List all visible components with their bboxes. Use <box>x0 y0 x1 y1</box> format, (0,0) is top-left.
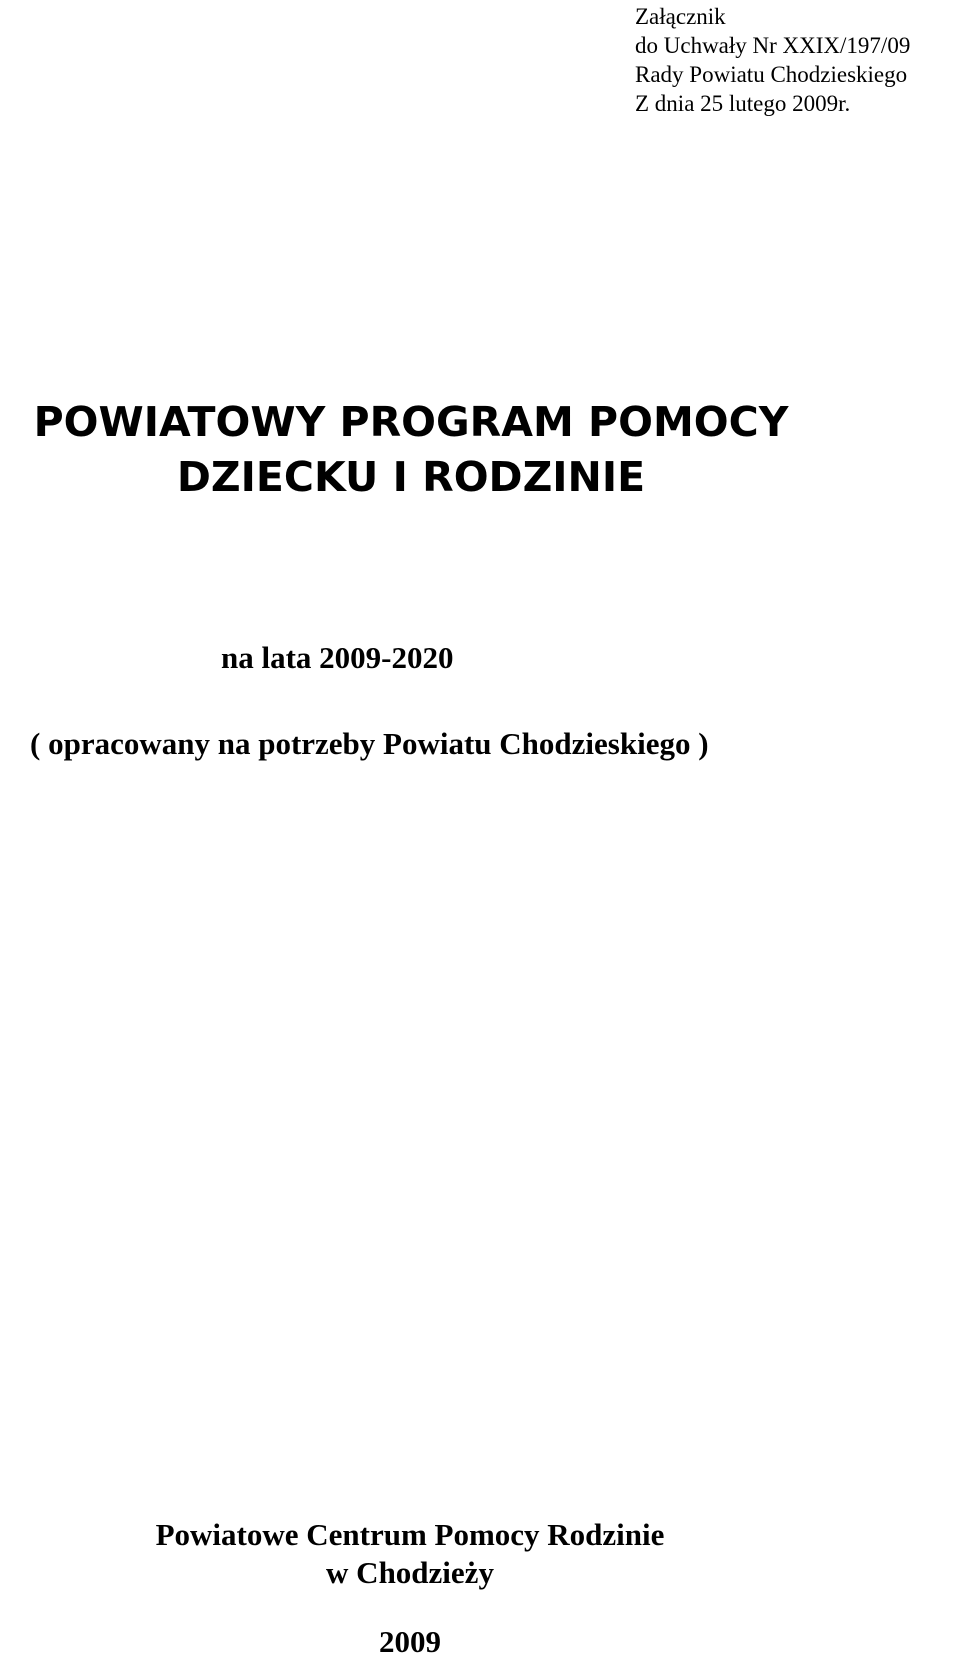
title-line-1: POWIATOWY PROGRAM POMOCY <box>33 398 789 446</box>
annex-reference <box>635 2 910 118</box>
document-subtitle: ( opracowany na potrzeby Powiatu Chodzieskiego ) <box>30 726 709 761</box>
annex-council: Rady Powiatu Chodzieskiego <box>635 62 908 87</box>
title-line-2: DZIECKU I RODZINIE <box>176 453 646 501</box>
program-period: na lata 2009-2020 <box>221 640 454 675</box>
document-title <box>0 395 822 505</box>
issuer-location: w Chodzieży <box>326 1555 494 1590</box>
annex-date: Z dnia 25 lutego 2009r. <box>635 91 851 116</box>
issuer-name: Powiatowe Centrum Pomocy Rodzinie <box>155 1517 665 1552</box>
annex-resolution: do Uchwały Nr XXIX/197/09 <box>635 33 911 58</box>
publication-year: 2009 <box>379 1624 441 1659</box>
issuing-institution <box>0 1516 820 1592</box>
annex-label: Załącznik <box>635 4 726 29</box>
